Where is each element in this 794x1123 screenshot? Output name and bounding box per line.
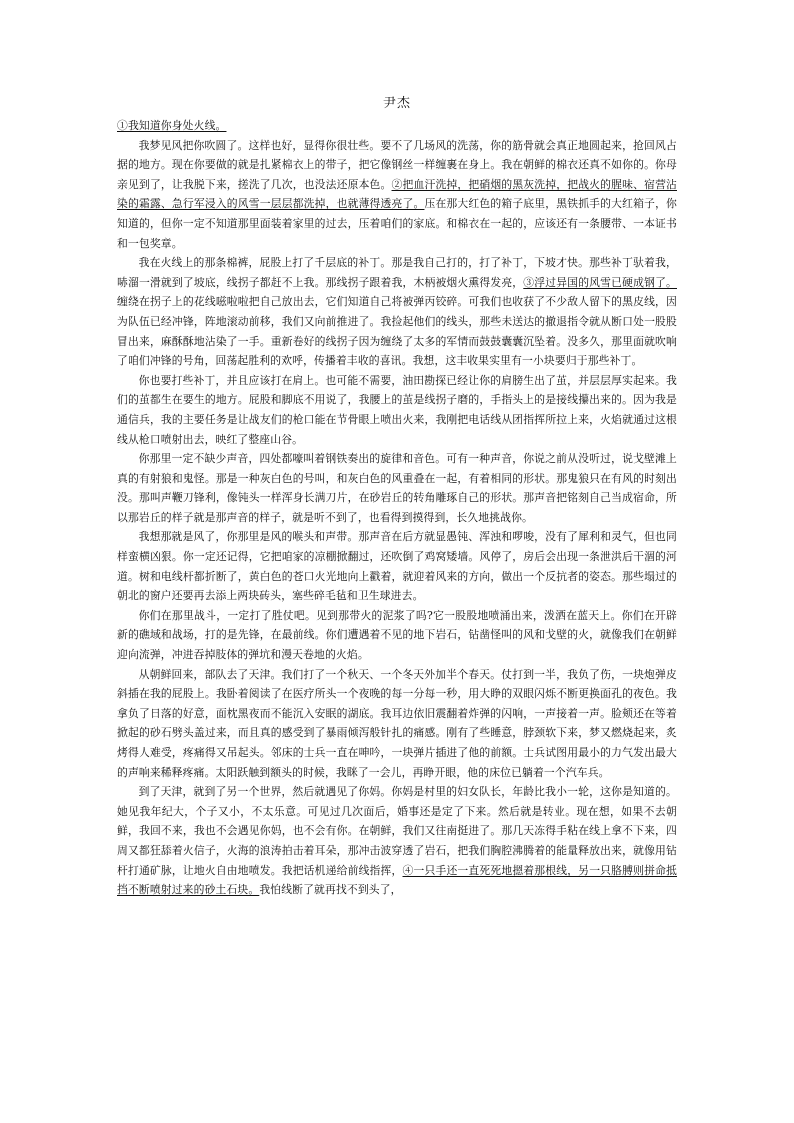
underlined-sentence: ③浮过异国的风雪已硬成钢了。 bbox=[523, 275, 677, 289]
document-page bbox=[117, 92, 677, 900]
paragraph bbox=[117, 116, 677, 136]
underlined-sentence: ④一只手还一直死死地摁着那根线，另一只胳膊则拼命抵挡不断喷射过来的砂土石块。 bbox=[117, 863, 678, 897]
text-run: 我梦见风把你吹圆了。这样也好，显得你很壮些。要不了几场风的洗荡，你的筋骨就会真正地圆起来，抢回风占据的地方。现在你要做的就是扎紧棉衣上的带子，把它像钢丝一样缠裹在身上。我在朝鲜的棉衣还真不如你的。你母亲见到了，让我脱下来，搓洗了几次，也没法还原本色。 bbox=[117, 138, 677, 191]
page-title: 尹杰 bbox=[382, 96, 411, 111]
text-run: 我想那就是风了，你那里是风的喉头和声带。那声音在后方就显愚钝、浑浊和啰唆，没有了犀利和灵气，但也同样蛮横凶狠。你一定还记得，它把咱家的凉棚掀翻过，还吹倒了鸡窝矮墙。风停了，房后会出现一条泄洪后干涸的河道。树和电线杆都折断了，黄白色的苍口火光地向上戳着，就迎着风来的方向，做出一个反抗者的姿态。那些塌过的朝北的窗户还要再去添上两块砖头，塞些碎毛毡和卫生球进去。 bbox=[117, 530, 677, 603]
article-body bbox=[117, 116, 677, 900]
paragraph bbox=[117, 606, 677, 665]
text-run: 从朝鲜回来，部队去了天津。我们打了一个秋天、一个冬天外加半个春天。仗打到一半，我负了伤，一块炮弹皮斜插在我的屁股上。我卧着阅读了在医疗所头一个夜晚的每一分每一秒，用大睁的双眼闪烁不断更换面孔的夜色。我拿负了日落的好意，面枕黑夜而不能沉入安眠的湖底。我耳边依旧震翻着炸弹的闪响，一声接着一声。脸颊还在等着掀起的砂石劈头盖过来，而且真的感受到了暴雨倾泻般针扎的痛感。刚有了些睡意，脖颈软下来，梦又燃烧起来，炙烤得人难受，疼痛得又吊起头。邻床的士兵一直在呻吟，一块弹片插进了他的前额。士兵试图用最小的力气发出最大的声响来稀释疼痛。太阳跃触到额头的时候，我眯了一会儿，再睁开眼，他的床位已躺着一个汽车兵。 bbox=[117, 667, 677, 779]
text-run: 我怕线断了就再找不到头了， bbox=[259, 883, 402, 897]
paragraph bbox=[117, 527, 677, 605]
paragraph bbox=[117, 136, 677, 254]
paragraph bbox=[117, 449, 677, 527]
paragraph bbox=[117, 253, 677, 371]
text-run: 你也要打些补丁，并且应该打在肩上。也可能不需要，油田勘探已经让你的肩膀生出了茧，并层层厚实起来。我们的茧都生在要生的地方。屁股和脚底不用说了，我腰上的茧是线拐子磨的，手指头上的是接线攥出来的。因为我是通信兵，我的主要任务是让战友们的枪口能在节骨眼上喷出火来，我刚把电话线从团指挥所拉上来，火焰就通过这根线从枪口喷射出去，映红了整座山谷。 bbox=[117, 373, 677, 446]
text-run: 你那里一定不缺少声音，四处都嚎叫着钢铁奏出的旋律和音色。可有一种声音，你说之前从没听过，说戈壁滩上真的有射狼和鬼怪。那是一种灰白色的号叫，和灰白色的风重叠在一起，有着相同的形状。那鬼狼只在有风的时刻出没。那叫声鞭刀锋利，像钝头一样浑身长满刀片，在砂岩丘的转角雕琢自己的形状。那声音把铭刻自己当成宿命，所以那岩丘的样子就是那声音的样子，就是听不到了，也看得到摸得到，长久地挑战你。 bbox=[117, 452, 677, 524]
text-run: 压在那大红色的箱子底里，黑铁抓手的大红箱子，你知道的，但你一定不知道那里面装着家里的过去，压着咱们的家底。和棉衣在一起的，应该还有一条腰带、一本证书和一包奖章。 bbox=[117, 197, 677, 250]
text-run: 到了天津，就到了另一个世界，然后就遇见了你妈。你妈是村里的妇女队长，年龄比我小一轮，这你是知道的。她见我年纪大，个子又小，不太乐意。可见过几次面后，婚事还是定了下来。然后就是转业。现在想，如果不去朝鲜，我回不来，我也不会遇见你妈，也不会有你。在朝鲜，我们又往南挺进了。那几天冻得手粘在线上拿不下来，四周又都狂舔着火信子，火海的浪涛拍击着耳朵，那冲击波穿透了岩石，把我们胸腔沸腾着的能量释放出来，就像用钻杆打通矿脉，让地火自由地喷发。我把话机递给前线指挥， bbox=[117, 785, 677, 877]
underlined-sentence: ②把血汗洗掉，把硝烟的黑灰洗掉，把战火的腥味、宿营沾染的霜露、急行军浸入的风雪一层层都洗掉，也就薄得透亮了。 bbox=[117, 177, 677, 211]
paragraph bbox=[117, 665, 677, 783]
underlined-sentence: ①我知道你身处火线。 bbox=[117, 119, 227, 132]
paragraph bbox=[117, 782, 677, 900]
text-run: 缠绕在拐子上的花线嗞啦啦把自己放出去，它们知道自己将被弹丙铰碎。可我们也收获了不少敌人留下的黑皮线，因为队伍已经冲锋，阵地滚动前移，我们又向前推进了。我捡起他们的线头，那些未送达的撤退指令就从断口处一股股冒出来，麻酥酥地沾染了一手。重新卷好的线拐子因为缠绕了太多的军情而鼓鼓囊囊沉坠着。没多久，那里面就吹响了咱们冲锋的号角，回荡起胜利的欢呼，传播着丰收的喜讯。我想，这丰收果实里有一小块要归于那些补丁。 bbox=[117, 295, 677, 368]
paragraph bbox=[117, 371, 677, 449]
text-run: 我在火线上的那条棉裤，屁股上打了千层底的补丁。那是我自己打的，打了补丁，下坡才快。那些补丁驮着我，哧溜一滑就到了坡底，线拐子都赶不上我。那线拐子跟着我，木柄被烟火熏得发亮， bbox=[117, 256, 677, 289]
text-run: 你们在那里战斗，一定打了胜仗吧。见到那带火的泥浆了吗?它一股股地喷涌出来，泼洒在蓝天上。你们在开辟新的礁域和战场，打的是先锋，在最前线。你们遭遇着不见的地下岩石，钻凿怪叫的风和戈壁的火，就像我们在朝鲜迎向流弹，冲进吞掉肢体的弹坑和漫天卷地的火焰。 bbox=[117, 608, 677, 662]
